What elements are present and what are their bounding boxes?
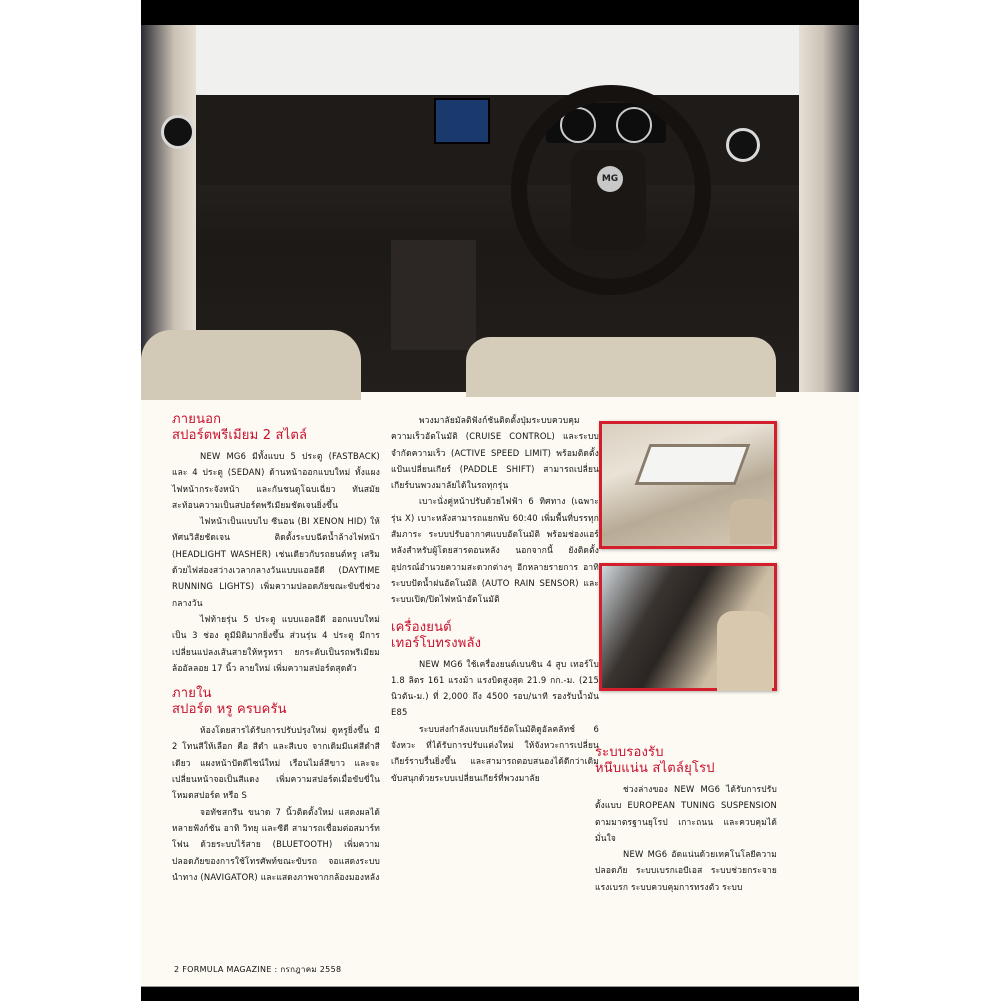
photo-interior-seats <box>599 563 777 691</box>
paragraph: NEW MG6 ใช้เครื่องยนต์เบนซิน 4 สูบ เทอร์โบ 1.8 ลิตร 161 แรงม้า แรงบิดสูงสุด 21.9 กก.-ม. (215 นิวตัน-ม.) ที่ 2,000 ถึง 4500 รอบ/นาที รองรับน้ำมัน E85 <box>391 658 599 718</box>
heading-line: สปอร์ต หรู ครบครัน <box>172 702 287 718</box>
right-pillar <box>799 25 859 392</box>
column-3 <box>595 683 777 895</box>
bottom-black-bar <box>141 986 859 1001</box>
paragraph: จอทัชสกรีน ขนาด 7 นิ้วติดตั้งใหม่ แสดงผลได้หลายฟังก์ชัน อาทิ วิทยุ และซีดี สามารถเชื่อมต่อสมาร์ทโฟน ด้วยระบบไร้สาย (BLUETOOTH) เพิ่มความปลอดภัยของการใช้โทรศัพท์ขณะขับรถ จอแสดงระบบนำทาง (NAVIGATOR) และแสดงภาพจากกล้องมองหลัง <box>172 806 380 882</box>
heading-line: ภายนอก <box>172 412 222 427</box>
paragraph: พวงมาลัยมัลติฟังก์ชันติดตั้งปุ่มระบบควบคุมความเร็วอัตโนมัติ (CRUISE CONTROL) และระบบจำกัดความเร็ว (ACTIVE SPEED LIMIT) พร้อมติดตั้งแป้นเปลี่ยนเกียร์ (PADDLE SHIFT) สามารถเปลี่ยนเกียร์บนพวงมาลัยได้ในรถทุกรุ่น <box>391 415 599 491</box>
heading-line: เครื่องยนต์ <box>391 619 452 635</box>
sunroof <box>635 444 751 485</box>
infotainment-screen <box>434 98 490 144</box>
column-1 <box>172 412 380 882</box>
air-vent-icon <box>726 128 760 162</box>
section-heading-interior <box>172 686 380 718</box>
steering-hub <box>571 150 646 250</box>
air-vent-icon <box>161 115 195 149</box>
section-heading-engine <box>391 620 599 652</box>
center-console <box>391 240 476 350</box>
paragraph: ห้องโดยสารได้รับการปรับปรุงใหม่ ดูหรูยิ่งขึ้น มี 2 โทนสีให้เลือก คือ สีดำ และสีเบจ จากเดิมมีแค่สีดำสีเดียว แผงหน้าปัดดีไซน์ใหม่ เรือนไมล์สีขาว และจะเปลี่ยนหน้าจอเป็นสีแดง เพิ่มความสปอร์ตเมื่อขับขี่ในโหมดสปอร์ต หรือ S <box>172 725 380 801</box>
heading-line: เทอร์โบทรงพลัง <box>391 635 482 651</box>
heading-line: ระบบรองรับ <box>595 745 664 760</box>
paragraph: NEW MG6 มีทั้งแบบ 5 ประตู (FASTBACK) และ 4 ประตู (SEDAN) ด้านหน้าออกแบบใหม่ ทั้งแผงไฟหน้ากระจังหน้า และกันชนดูโฉบเฉี่ยว ทันสมัย สะท้อนความเป็นสปอร์ตพรีเมียมชัดเจนยิ่งขึ้น <box>172 451 380 510</box>
paragraph: ไฟท้ายรุ่น 5 ประตู แบบแอลอีดี ออกแบบใหม่เป็น 3 ช่อง ดูมีมิติมากยิ่งขึ้น ส่วนรุ่น 4 ประตู มีการเปลี่ยนแปลงเส้นสายให้หรูหรา ยกระดับเป็นรถพรีเมียม ล้ออัลลอย 17 นิ้ว ลายใหม่ เพิ่มความสปอร์ตสุดตัว <box>172 613 380 673</box>
hero-photo-dashboard <box>141 25 859 392</box>
paragraph: ช่วงล่างของ NEW MG6 ได้รับการปรับตั้งแบบ EUROPEAN TUNING SUSPENSION ตามมาตรฐานยุโรป เกาะถนน และควบคุมได้มั่นใจ <box>595 784 777 843</box>
paragraph: เบาะนั่งคู่หน้าปรับด้วยไฟฟ้า 6 ทิศทาง (เฉพาะรุ่น X) เบาะหลังสามารถแยกพับ 60:40 เพิ่มพื้นที่บรรทุกสัมภาระ ระบบปรับอากาศแบบอัตโนมัติ พร้อมช่องแอร์หลังสำหรับผู้โดยสารตอนหลัง นอกจากนี้ ยังติดตั้งอุปกรณ์อำนวยความสะดวกต่างๆ อีกหลายรายการ อาทิ ระบบปัดน้ำฝนอัตโนมัติ (AUTO RAIN SENSOR) และระบบเปิด/ปิดไฟหน้าอัตโนมัติ <box>391 496 599 605</box>
paragraph: ระบบส่งกำลังแบบเกียร์อัตโนมัติดูอัลคลัทช์ 6 จังหวะ ที่ได้รับการปรับแต่งใหม่ ให้จังหวะการเปลี่ยนเกียร์ราบรื่นยิ่งขึ้น และสามารถตอบสนองได้ดีกว่าเดิม ขับสนุกด้วยระบบเปลี่ยนเกียร์ที่พวงมาลัย <box>391 723 599 783</box>
right-seat <box>466 337 776 397</box>
paragraph: ไฟหน้าเป็นแบบไบ ซีนอน (BI XENON HID) ให้ทัศนวิสัยชัดเจน ติดตั้งระบบฉีดน้ำล้างไฟหน้า (HEADLIGHT WASHER) เช่นเดียวกับรถยนต์หรู เสริมด้วยไฟส่องสว่างเวลากลางวันแบบแอลอีดี (DAYTIME RUNNING LIGHTS) เพิ่มความปลอดภัยขณะขับขี่ช่วงกลางวัน <box>172 516 380 608</box>
photo-sunroof <box>599 421 777 549</box>
section-heading-suspension <box>595 745 777 777</box>
column-2 <box>391 412 599 783</box>
heading-line: ภายใน <box>172 686 212 702</box>
top-black-bar <box>141 0 859 25</box>
heading-line: หนึบแน่น สไตล์ยุโรป <box>595 761 715 776</box>
left-seat <box>141 330 361 400</box>
heading-line: สปอร์ตพรีเมียม 2 สไตล์ <box>172 428 308 443</box>
seat <box>730 499 772 544</box>
mg-logo: MG <box>597 166 623 192</box>
page-footer: 2 FORMULA MAGAZINE : กรกฎาคม 2558 <box>174 965 342 974</box>
seat <box>717 611 772 691</box>
magazine-page <box>141 0 859 1000</box>
paragraph: NEW MG6 อัดแน่นด้วยเทคโนโลยีความปลอดภัย ระบบเบรกเอบีเอส ระบบช่วยกระจายแรงเบรก ระบบควบคุมการทรงตัว ระบบ <box>595 849 777 892</box>
section-heading-exterior <box>172 412 380 444</box>
